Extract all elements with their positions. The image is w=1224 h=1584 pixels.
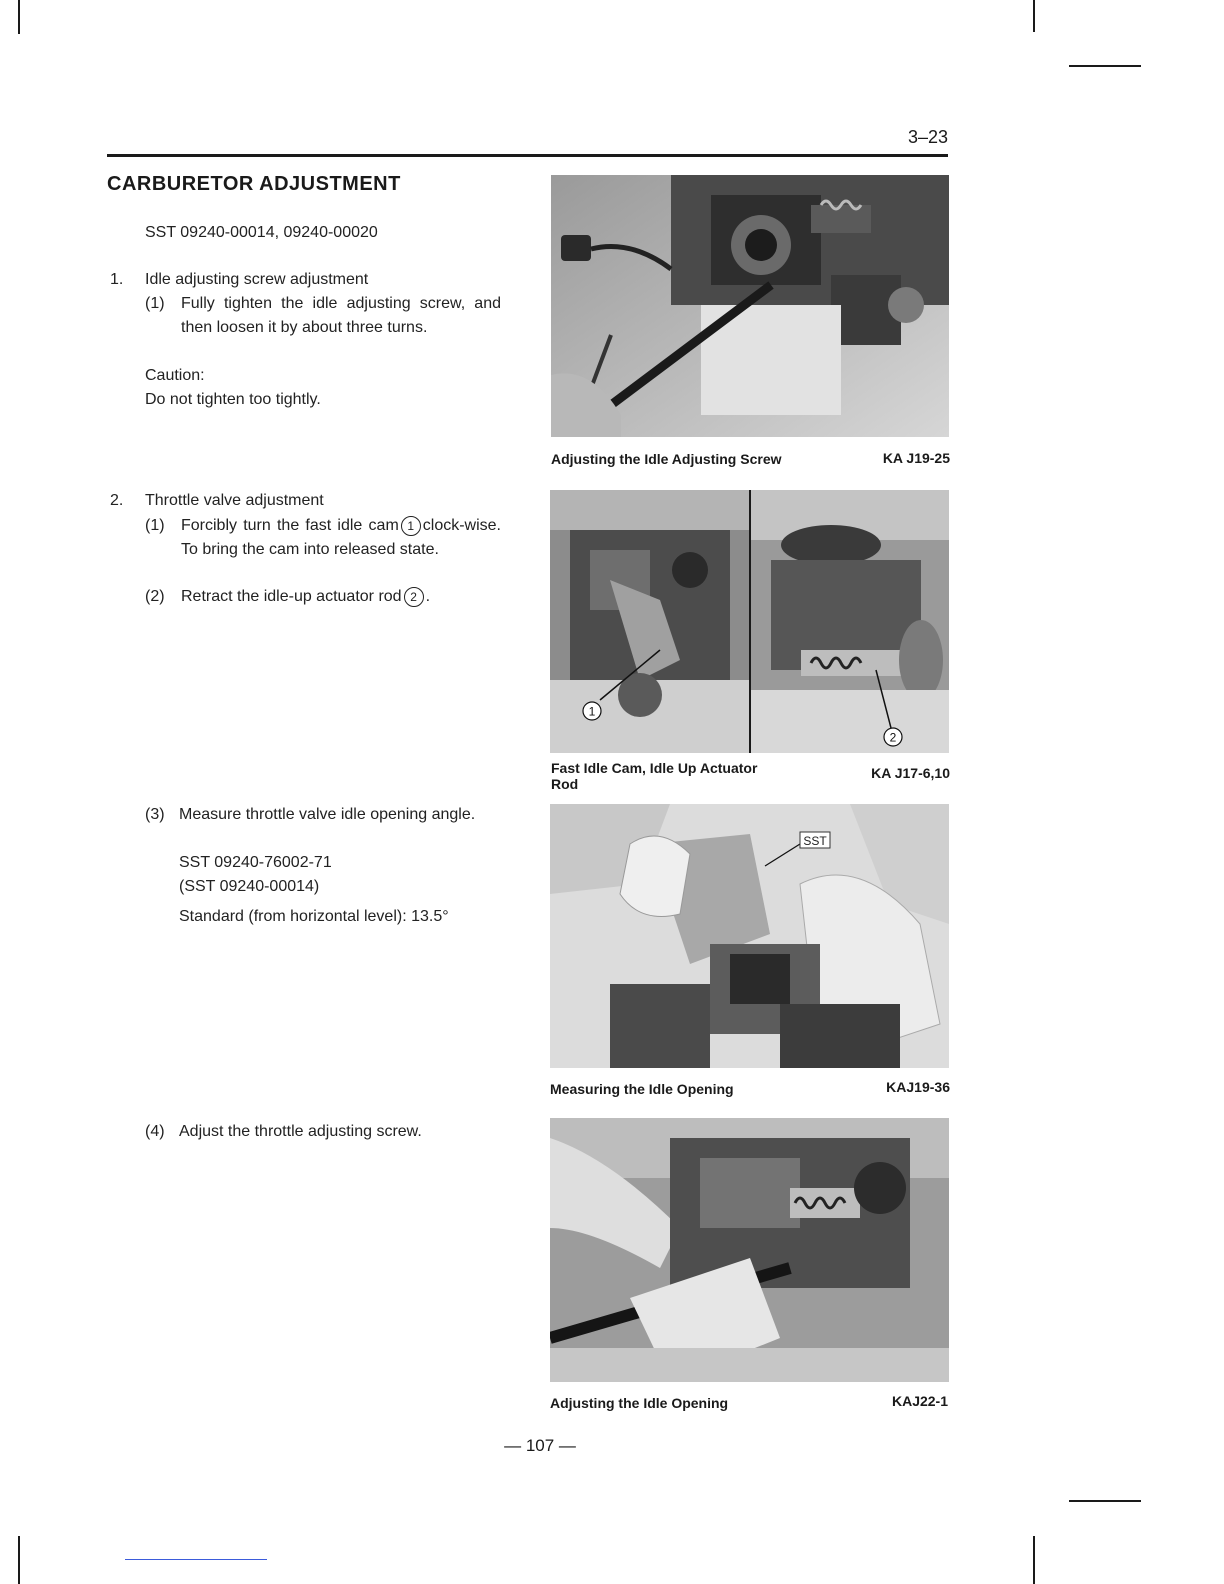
- step-2-sub-1-text-b: clock-wise. To bring the cam into released state.: [181, 517, 501, 558]
- step-2-sub-2-number: (2): [145, 588, 165, 605]
- sst-line: SST 09240-00014, 09240-00020: [145, 224, 378, 241]
- crop-mark-right-upper: [1069, 65, 1141, 67]
- footer-page-number: — 107 —: [504, 1436, 576, 1455]
- photo-adjusting-idle-opening: [550, 1118, 949, 1382]
- section-title: CARBURETOR ADJUSTMENT: [107, 173, 401, 195]
- step-1-number: 1.: [110, 271, 124, 288]
- marker-1: 1: [401, 516, 421, 536]
- step-2-sub-3-standard: Standard (from horizontal level): 13.5°: [179, 908, 449, 925]
- marker-2: 2: [404, 587, 424, 607]
- caution-label: Caution:: [145, 367, 205, 384]
- step-2-heading: Throttle valve adjustment: [145, 492, 324, 509]
- step-1-sub-1-text: Fully tighten the idle adjusting screw, and then loosen it by about three turns.: [181, 295, 501, 336]
- crop-mark-bottom-left: [18, 1536, 20, 1584]
- step-1-heading: Idle adjusting screw adjustment: [145, 271, 369, 288]
- photo-idle-adjusting-screw: [551, 175, 949, 437]
- crop-mark-top-right: [1033, 0, 1035, 32]
- step-2-sub-4-text: Adjust the throttle adjusting screw.: [179, 1123, 422, 1140]
- figure-4-caption: Adjusting the Idle Opening: [550, 1395, 729, 1411]
- figure-3-code: KAJ19-36: [886, 1079, 950, 1095]
- figure-2-label-1: 1: [588, 704, 596, 719]
- page-number: 3–23: [907, 127, 948, 147]
- step-2-sub-1-text-a: Forcibly turn the fast idle cam: [181, 517, 399, 534]
- figure-4-code: KAJ22-1: [891, 1393, 948, 1409]
- figure-1-code: KA J19-25: [882, 450, 950, 466]
- step-2-sub-2-text-a: Retract the idle-up actuator rod: [181, 588, 402, 605]
- bottom-link-line: [125, 1559, 267, 1560]
- step-2-sub-3-number: (3): [145, 806, 165, 823]
- crop-mark-top-left: [18, 0, 20, 34]
- header-rule: [107, 154, 948, 157]
- step-2-sub-3-text: Measure throttle valve idle opening angle.: [179, 806, 476, 823]
- step-2-sub-4-number: (4): [145, 1123, 165, 1140]
- step-2-sub-2-text-b: .: [425, 588, 431, 605]
- figure-3-tool-label: SST: [803, 834, 827, 848]
- figure-2-caption: Fast Idle Cam, Idle Up Actuator Rod: [551, 760, 758, 792]
- caution-text: Do not tighten too tightly.: [145, 391, 321, 408]
- photo-idle-up-actuator: [751, 490, 949, 753]
- photo-fast-idle-cam: [550, 490, 749, 753]
- figure-2-code: KA J17-6,10: [871, 765, 950, 781]
- step-2-sub-3-sst-2: (SST 09240-00014): [179, 878, 320, 895]
- step-2-sub-1-text: [181, 514, 501, 562]
- step-2-number: 2.: [110, 492, 124, 509]
- figure-1-caption: Adjusting the Idle Adjusting Screw: [551, 451, 782, 467]
- figure-3-caption: Measuring the Idle Opening: [550, 1081, 734, 1097]
- step-2-sub-1-number: (1): [145, 517, 165, 534]
- figure-2-label-2: 2: [889, 730, 897, 745]
- crop-mark-right-lower: [1069, 1500, 1141, 1502]
- step-2-sub-3-sst-1: SST 09240-76002-71: [179, 854, 332, 871]
- crop-mark-bottom-right: [1033, 1536, 1035, 1584]
- step-2-sub-2-text: [181, 585, 501, 609]
- step-1-sub-1-number: (1): [145, 295, 165, 312]
- photo-measuring-idle-opening: [550, 804, 949, 1068]
